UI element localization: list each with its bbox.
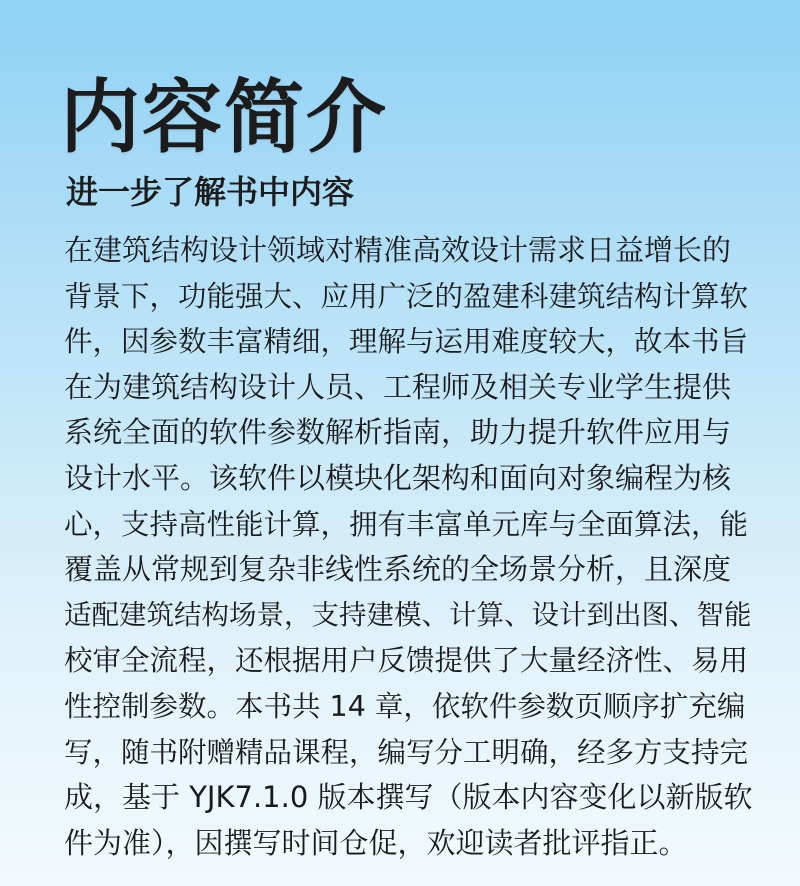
paragraph-line: 件，因参数丰富精细，理解与运用难度较大，故本书旨 xyxy=(64,325,749,359)
paragraph-line: 设计水平。该软件以模块化架构和面向对象编程为核 xyxy=(64,460,732,495)
intro-paragraph xyxy=(64,228,754,866)
paragraph-line: 系统全面的软件参数解析指南，助力提升软件应用与 xyxy=(64,415,732,450)
paragraph-line: 覆盖从常规到复杂非线性系统的全场景分析，且深度 xyxy=(64,552,732,587)
paragraph-line: 在建筑结构设计领域对精准高效设计需求日益增长的 xyxy=(64,233,732,267)
paragraph-line: 心，支持高性能计算，拥有丰富单元库与全面算法，能 xyxy=(64,507,749,541)
paragraph-line: 背景下，功能强大、应用广泛的盈建科建筑结构计算软 xyxy=(64,279,749,313)
paragraph-line: 性控制参数。本书共 14 章，依软件参数页顺序扩充编 xyxy=(64,689,746,723)
paragraph-line: 适配建筑结构场景，支持建模、计算、设计到出图、智能 xyxy=(64,598,752,631)
paragraph-line: 件为准），因撰写时间仓促，欢迎读者批评指正。 xyxy=(64,825,688,860)
paragraph-line: 在为建筑结构设计人员、工程师及相关专业学生提供 xyxy=(64,369,732,404)
page-subtitle: 进一步了解书中内容 xyxy=(66,173,355,211)
paragraph-line: 写，随书附赠精品课程，编写分工明确，经多方支持完 xyxy=(64,735,749,769)
paragraph-line: 成，基于 YJK7.1.0 版本撰写（版本内容变化以新版软 xyxy=(64,780,753,815)
page-title: 内容简介 xyxy=(60,71,388,164)
paragraph-line: 校审全流程，还根据用户反馈提供了大量经济性、易用 xyxy=(64,644,749,678)
